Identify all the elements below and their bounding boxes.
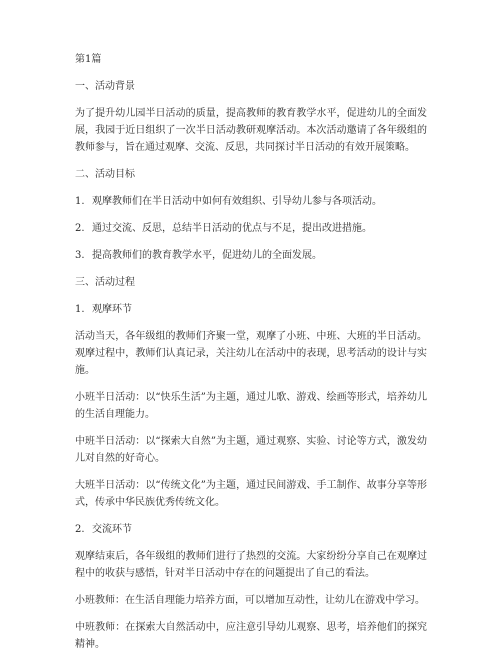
paragraph: 为了提升幼儿园半日活动的质量，提高教师的教育教学水平，促进幼儿的全面发展，我园于近日组织了一次半日活动教研观摩活动。本次活动邀请了各年级组的教师参与，旨在通过观摩、交流、反思，共同探讨半日活动的有效开展策略。 — [75, 108, 427, 153]
document-title: 第1篇 — [75, 54, 102, 65]
section-heading-process: 三、活动过程 — [75, 277, 135, 288]
subsection-title: 观摩环节 — [92, 304, 132, 315]
document-body — [75, 51, 427, 663]
list-item-number: 3. — [75, 250, 85, 261]
subsection-title: 交流环节 — [92, 524, 132, 535]
list-item — [75, 193, 427, 210]
subsection-heading-observation — [75, 301, 427, 318]
paragraph: 活动当天，各年级组的教师们齐聚一堂，观摩了小班、中班、大班的半日活动。观摩过程中，教师们认真记录，关注幼儿在活动中的表现，思考活动的设计与实施。 — [75, 331, 427, 376]
paragraph: 中班半日活动：以“探索大自然”为主题，通过观察、实验、讨论等方式，激发幼儿对自然的好奇心。 — [75, 436, 427, 464]
paragraph: 大班半日活动：以“传统文化”为主题，通过民间游戏、手工制作、故事分享等形式，传承中华民族优秀传统文化。 — [75, 480, 427, 508]
paragraph: 小班半日活动：以“快乐生活”为主题，通过儿歌、游戏、绘画等形式，培养幼儿的生活自理能力。 — [75, 392, 427, 420]
list-item — [75, 247, 427, 264]
section-heading-goals: 二、活动目标 — [75, 169, 135, 180]
subsection-heading-exchange — [75, 521, 427, 538]
subsection-number: 2. — [75, 524, 85, 535]
list-item-number: 1. — [75, 196, 85, 207]
list-item-text: 提高教师们的教育教学水平，促进幼儿的全面发展。 — [92, 250, 322, 261]
subsection-number: 1. — [75, 304, 85, 315]
section-heading-background: 一、活动背景 — [75, 81, 135, 92]
list-item-number: 2. — [75, 223, 85, 234]
paragraph: 观摩结束后，各年级组的教师们进行了热烈的交流。大家纷纷分享自己在观摩过程中的收获与感悟，针对半日活动中存在的问题提出了自己的看法。 — [75, 551, 427, 579]
list-item-text: 观摩教师们在半日活动中如何有效组织、引导幼儿参与各项活动。 — [92, 196, 382, 207]
list-item — [75, 220, 427, 237]
paragraph: 中班教师：在探索大自然活动中，应注意引导幼儿观察、思考，培养他们的探究精神。 — [75, 622, 427, 650]
paragraph: 小班教师：在生活自理能力培养方面，可以增加互动性，让幼儿在游戏中学习。 — [75, 595, 425, 606]
list-item-text: 通过交流、反思，总结半日活动的优点与不足，提出改进措施。 — [92, 223, 372, 234]
